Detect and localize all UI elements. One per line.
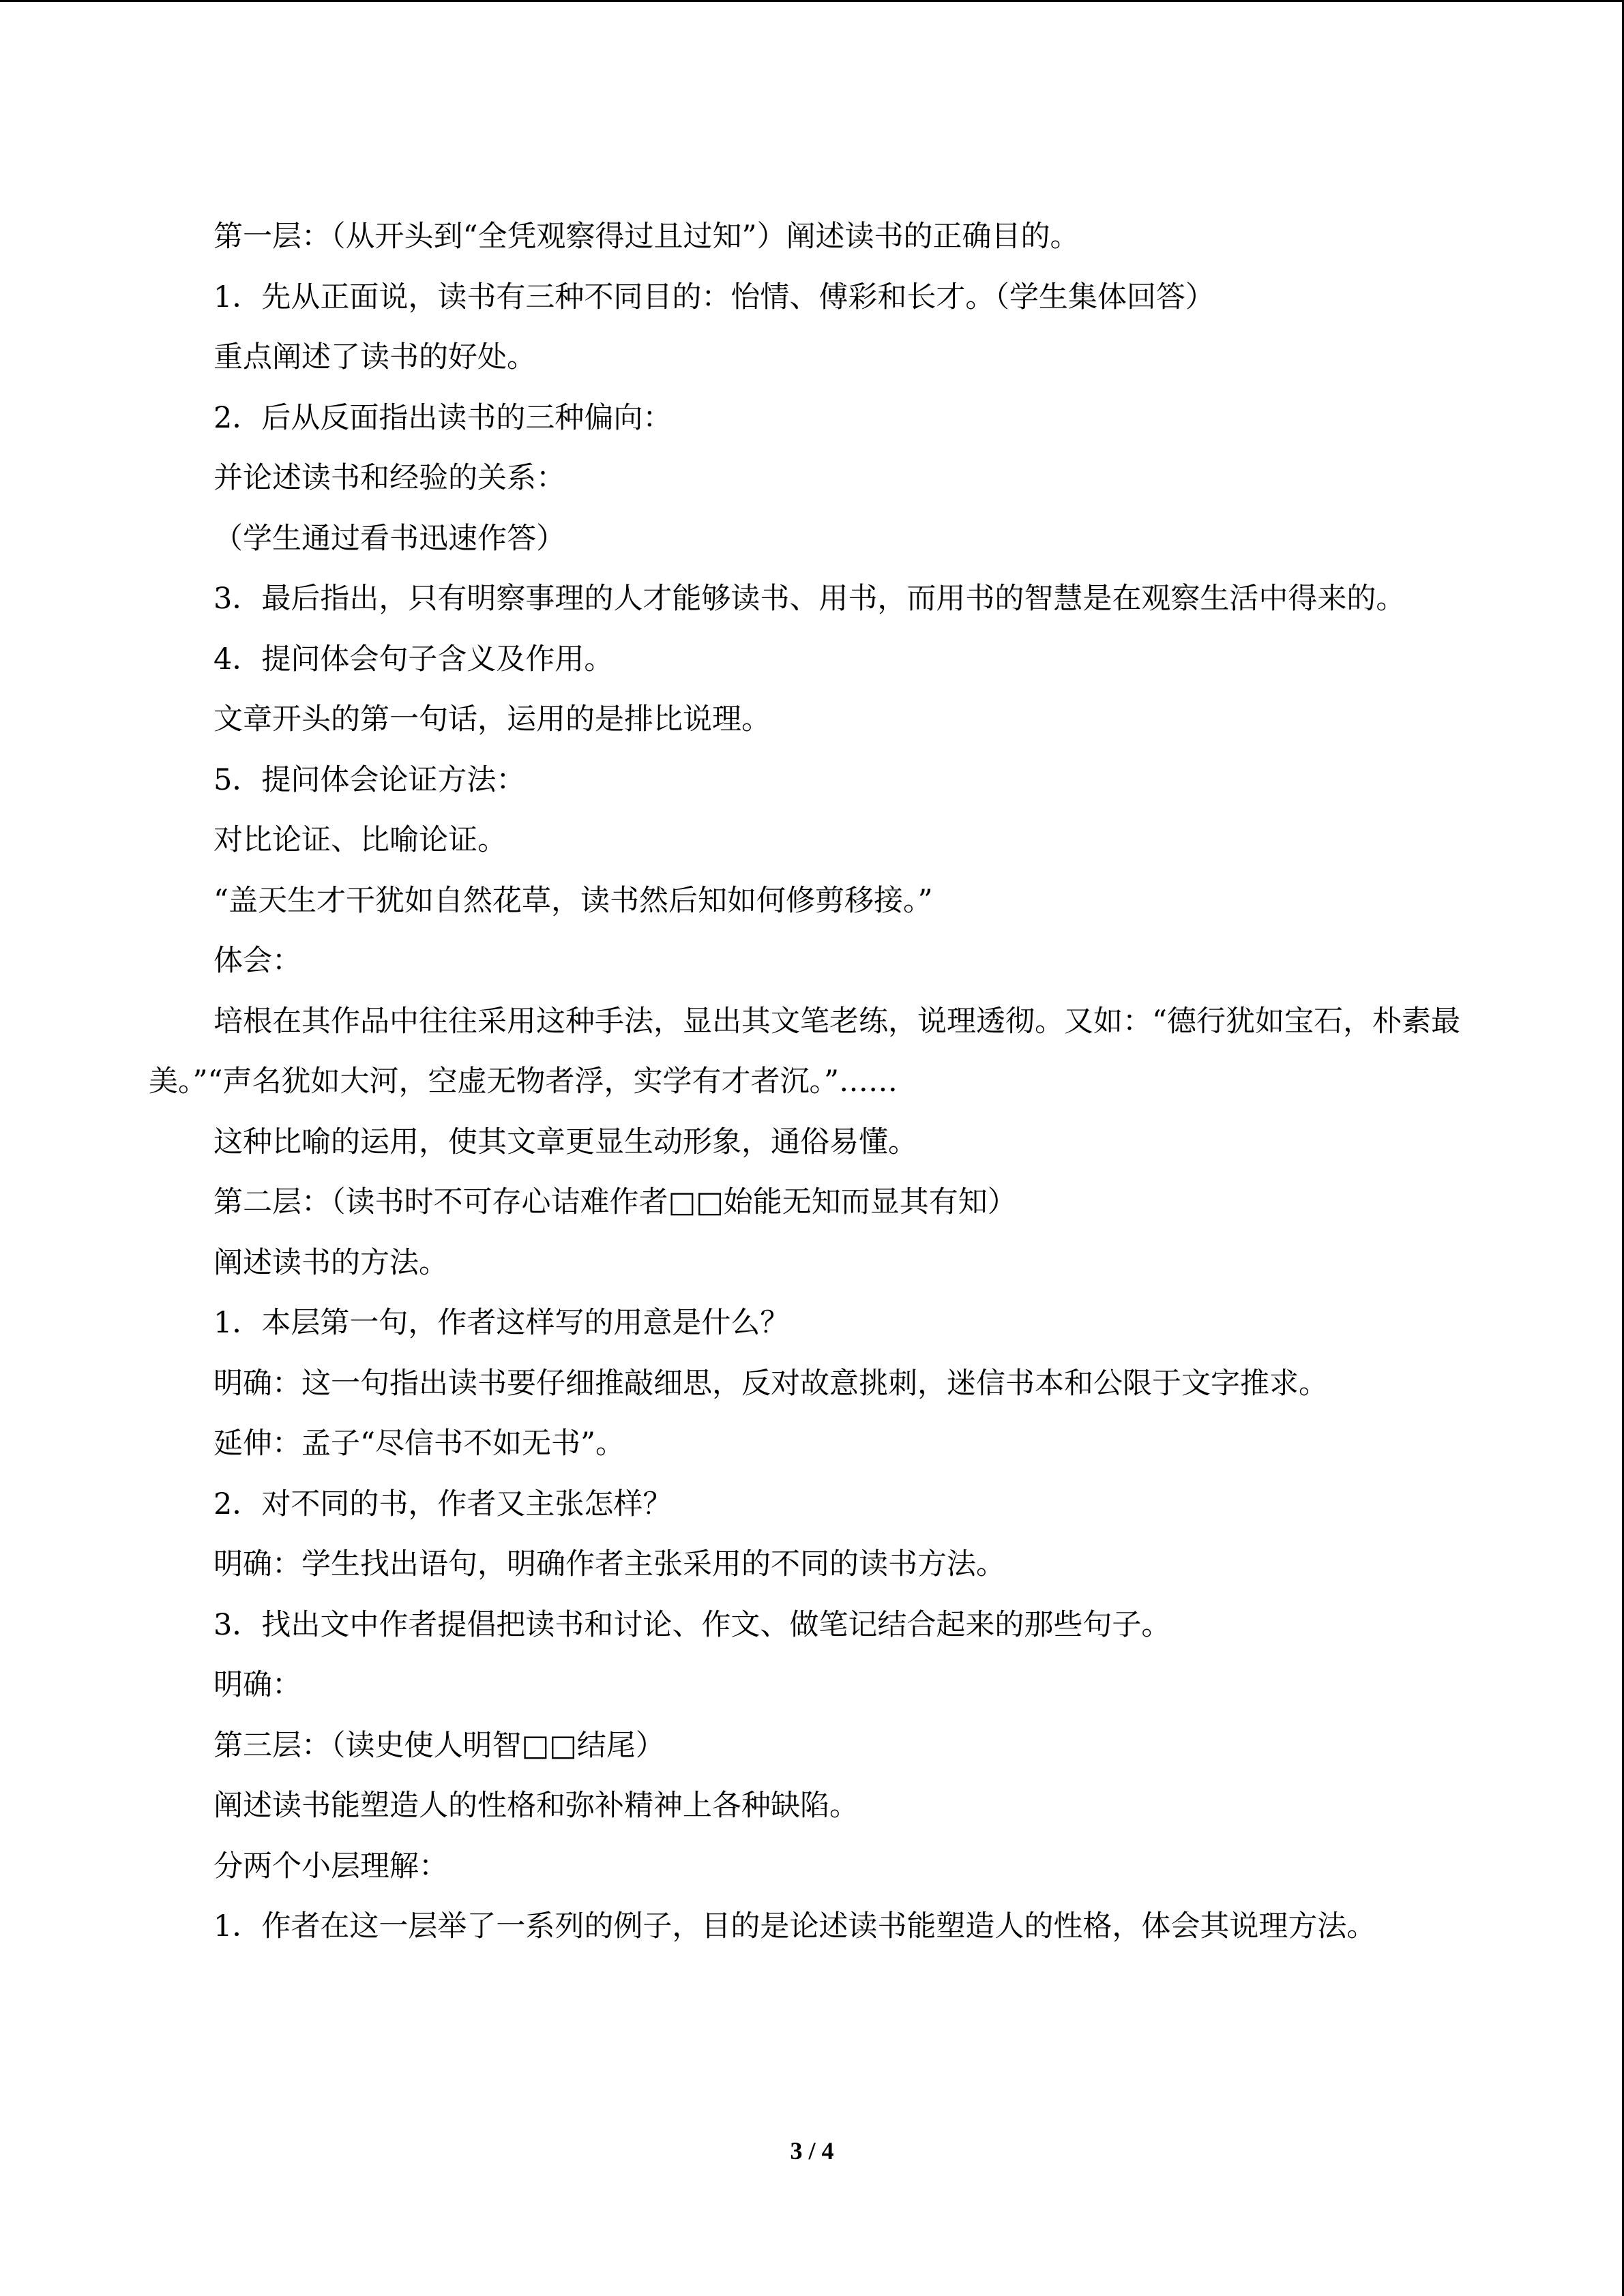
text-line: 阐述读书的方法。 [213, 1245, 448, 1280]
text-line: 3．找出文中作者提倡把读书和讨论、作文、做笔记结合起来的那些句子。 [213, 1607, 1171, 1642]
text-line: 分两个小层理解： [213, 1849, 448, 1883]
section-heading: 第二层：（读书时不可存心诘难作者□□始能无知而显其有知） [213, 1185, 1017, 1219]
text-line: 这种比喻的运用，使其文章更显生动形象，通俗易懂。 [213, 1124, 917, 1159]
text-line: 1．本层第一句，作者这样写的用意是什么？ [213, 1306, 790, 1340]
text-line: 3．最后指出，只有明察事理的人才能够读书、用书，而用书的智慧是在观察生活中得来的。 [213, 582, 1406, 616]
text-line: 1．先从正面说，读书有三种不同目的：怡情、傅彩和长才。（学生集体回答） [213, 280, 1215, 314]
text-line: （学生通过看书迅速作答） [213, 521, 565, 556]
text-line: 5．提问体会论证方法： [213, 762, 526, 797]
text-line: 2．后从反面指出读书的三种偏向： [213, 400, 673, 435]
text-line: 4．提问体会句子含义及作用。 [213, 642, 614, 676]
section-heading: 第三层：（读史使人明智□□结尾） [213, 1728, 665, 1763]
text-line: 第一层：（从开头到“全凭观察得过且过知”）阐述读书的正确目的。 [213, 220, 1080, 254]
text-line: 对比论证、比喻论证。 [213, 823, 507, 857]
text-line: 2．对不同的书，作者又主张怎样？ [213, 1487, 673, 1521]
text-line: 明确：这一句指出读书要仔细推敲细思，反对故意挑刺，迷信书本和公限于文字推求。 [213, 1366, 1328, 1401]
text-line: 体会： [213, 944, 301, 978]
text-line: 明确： [213, 1668, 301, 1702]
text-line: 重点阐述了读书的好处。 [213, 340, 536, 374]
page-number: 3 / 4 [790, 2137, 834, 2164]
text-line: 培根在其作品中往往采用这种手法，显出其文笔老练，说理透彻。又如：“德行犹如宝石，朴素最美。”“声名犹如大河，空虚无物者浮，实学有才者沉。”…… [149, 1004, 1460, 1099]
text-line: 阐述读书能塑造人的性格和弥补精神上各种缺陷。 [213, 1789, 859, 1823]
text-line: 并论述读书和经验的关系： [213, 461, 565, 495]
text-line: 1．作者在这一层举了一系列的例子，目的是论述读书能塑造人的性格，体会其说理方法。 [213, 1909, 1376, 1943]
text-line: 文章开头的第一句话，运用的是排比说理。 [213, 702, 771, 736]
document-body [149, 207, 1479, 1957]
text-line: 延伸：孟子“尽信书不如无书”。 [213, 1427, 625, 1461]
text-line: 明确：学生找出语句，明确作者主张采用的不同的读书方法。 [213, 1547, 1005, 1581]
quote-line: “盖天生才干犹如自然花草，读书然后知如何修剪移接。” [213, 883, 933, 918]
